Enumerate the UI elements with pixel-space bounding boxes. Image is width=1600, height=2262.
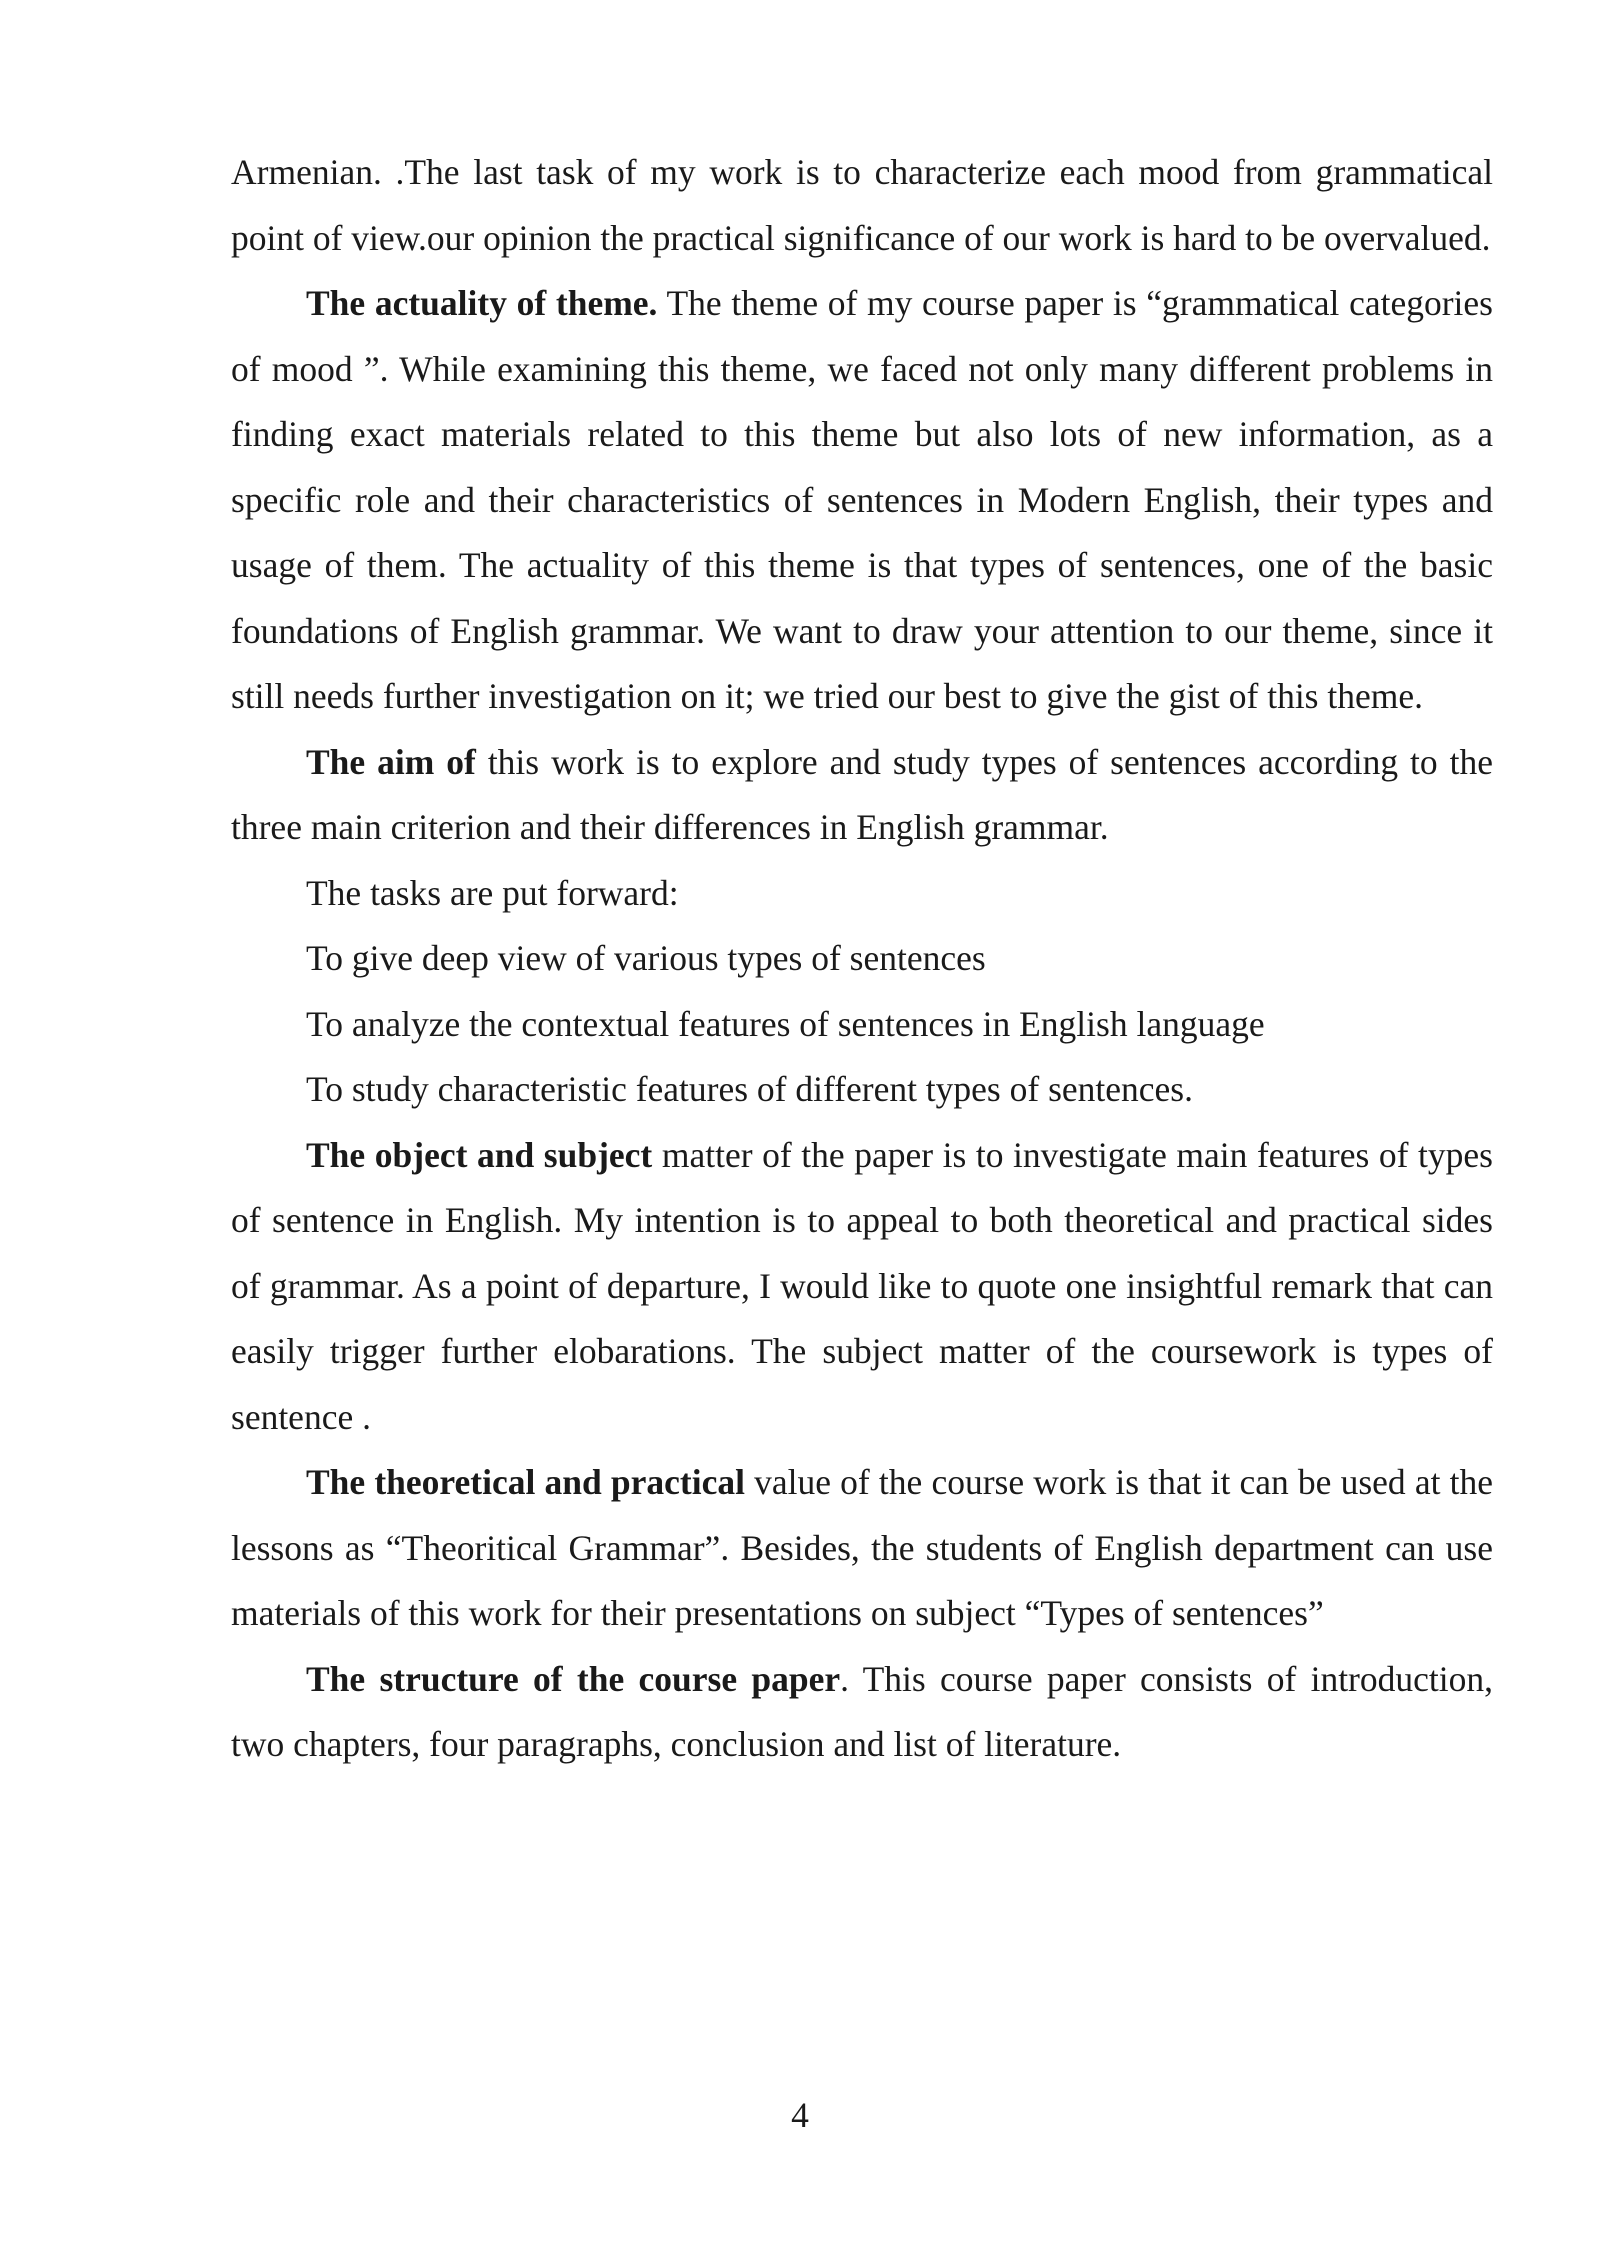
paragraph-value bbox=[231, 1450, 1493, 1647]
paragraph-aim bbox=[231, 730, 1493, 861]
paragraph-text: this work is to explore and study types of sentences according to the three main criterion and their differences in English grammar. bbox=[231, 741, 1493, 847]
document-page bbox=[231, 140, 1493, 1778]
paragraph-actuality bbox=[231, 271, 1493, 730]
paragraph-heading-value: The theoretical and practical bbox=[306, 1462, 745, 1502]
page-number: 4 bbox=[791, 2095, 809, 2135]
paragraph-heading-actuality: The actuality of theme. bbox=[306, 283, 658, 323]
paragraph-heading-aim: The aim of bbox=[306, 741, 476, 782]
task-item: To study characteristic features of different types of sentences. bbox=[306, 1069, 1193, 1109]
paragraph-structure bbox=[231, 1647, 1493, 1778]
paragraph-text: Armenian. .The last task of my work is to characterize each mood from grammatical point of view.our opinion the practical significance of our work is hard to be overvalued. bbox=[231, 152, 1493, 258]
paragraph-intro-continuation bbox=[231, 140, 1493, 271]
paragraph-text: . This course paper consists of introduction, two chapters, four paragraphs, conclusion and list of literature. bbox=[231, 1658, 1493, 1764]
paragraph-object-subject bbox=[231, 1123, 1493, 1451]
paragraph-text: The theme of my course paper is “grammatical categories of mood ”. While examining this theme, we faced not only many different problems in finding exact materials related to this theme but also lots of new information, as a specific role and their characteristics of sentences in Modern English, their types and usage of them. The actuality of this theme is that types of sentences, one of the basic foundations of English grammar. We want to draw your attention to our theme, since it still needs further investigation on it; we tried our best to give the gist of this theme. bbox=[231, 283, 1493, 716]
paragraph-text: value of the course work is that it can be used at the lessons as “Theoritical Grammar”. Besides, the students of English department can use materials of this work for their presentations on subject “Types of sentences” bbox=[231, 1462, 1493, 1633]
paragraph-heading-object-subject: The object and subject bbox=[306, 1134, 653, 1175]
tasks-intro: The tasks are put forward: bbox=[306, 872, 679, 913]
paragraph-heading-structure: The structure of the course paper bbox=[306, 1658, 841, 1699]
task-item: To analyze the contextual features of sentences in English language bbox=[306, 1003, 1265, 1044]
task-item: To give deep view of various types of sentences bbox=[306, 938, 986, 978]
paragraph-text: matter of the paper is to investigate main features of types of sentence in English. My intention is to appeal to both theoretical and practical sides of grammar. As a point of departure, I would like to quote one insightful remark that can easily trigger further elobarations. The subject matter of the coursework is types of sentence . bbox=[231, 1134, 1493, 1437]
